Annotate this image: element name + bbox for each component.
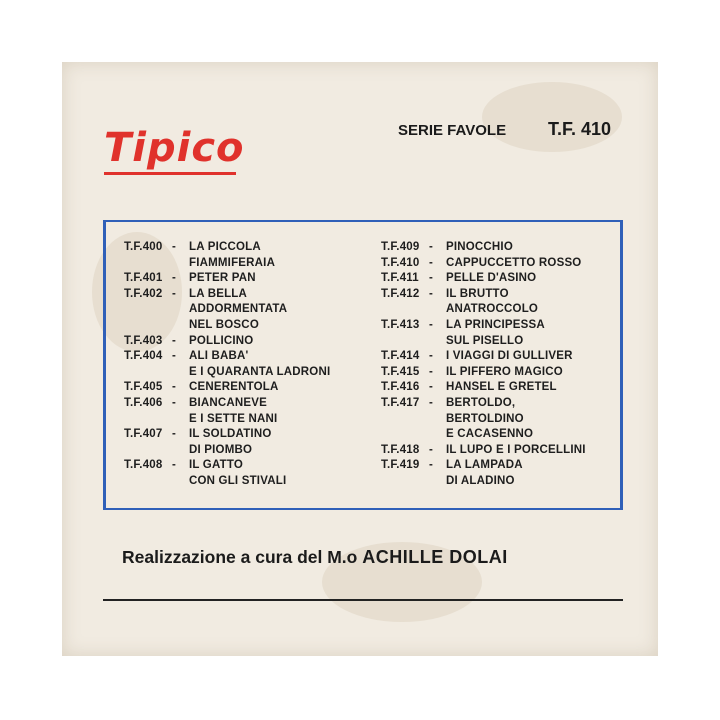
entry-title-line: IL PIFFERO MAGICO [446, 365, 563, 378]
entry-code: T.F.410 [381, 256, 420, 269]
entry-code: T.F.413 [381, 318, 420, 331]
entry-code: T.F.411 [381, 272, 419, 285]
entry-code: T.F.401 [124, 272, 163, 285]
entry-code: T.F.415 [381, 365, 420, 378]
entry-code: T.F.406 [124, 396, 163, 409]
entry-title-line: FIAMMIFERAIA [189, 256, 276, 269]
entry-code: T.F.414 [381, 350, 420, 363]
entry-title [189, 271, 256, 287]
entry-code: T.F.400 [124, 241, 163, 253]
entry-separator: - [429, 381, 434, 394]
catalog-entry [381, 365, 586, 381]
entry-title-line: ADDORMENTATA [189, 303, 288, 316]
catalog-entry [381, 443, 586, 459]
entry-title-line: ANATROCCOLO [446, 303, 539, 316]
entry-title-line: PELLE D'ASINO [446, 272, 537, 285]
entry-title-line: IL LUPO E I PORCELLINI [446, 443, 586, 456]
entry-title [446, 458, 523, 489]
brand-logo: Tipico [104, 125, 245, 171]
entry-title-line: E CACASENNO [446, 428, 534, 441]
entry-title [189, 334, 253, 350]
entry-separator: - [429, 350, 434, 363]
entry-title-line: LA LAMPADA [446, 459, 523, 472]
entry-title-line: HANSEL E GRETEL [446, 381, 557, 394]
entry-title-line: IL SOLDATINO [189, 428, 272, 441]
entry-code: T.F.409 [381, 241, 420, 253]
catalog-number: T.F. 410 [548, 119, 612, 139]
catalog-entry [124, 380, 330, 396]
entry-title-line: DI PIOMBO [189, 443, 253, 456]
entry-title-line: BERTOLDO, [446, 396, 516, 409]
entry-title-line: PINOCCHIO [446, 241, 513, 253]
entry-code: T.F.418 [381, 443, 420, 456]
entry-code: T.F.419 [381, 459, 420, 472]
catalog-entry [381, 240, 586, 256]
entry-title [189, 458, 286, 489]
entry-separator: - [429, 459, 434, 472]
entry-title [446, 256, 581, 272]
entry-title [446, 349, 573, 365]
entry-separator: - [429, 443, 434, 456]
entry-title-line: SUL PISELLO [446, 334, 524, 347]
entry-title-line: IL BRUTTO [446, 287, 509, 300]
entry-title [189, 427, 271, 458]
catalog-entry [381, 271, 586, 287]
entry-separator: - [172, 381, 177, 394]
entry-title-line: LA PRINCIPESSA [446, 318, 545, 331]
catalog-entry [124, 271, 330, 287]
catalog-entry [381, 256, 586, 272]
entry-code: T.F.412 [381, 287, 420, 300]
entry-title-line: PETER PAN [189, 272, 256, 285]
catalog-entry [381, 380, 586, 396]
entry-title [189, 396, 277, 427]
entry-separator: - [429, 287, 434, 300]
entry-title [189, 380, 279, 396]
entry-title [446, 365, 563, 381]
credit-name: ACHILLE DOLAI [362, 547, 508, 567]
series-title: SERIE FAVOLE [398, 122, 507, 139]
catalog-entry [381, 458, 586, 489]
entry-title-line: E I QUARANTA LADRONI [189, 365, 331, 378]
entry-title [446, 240, 513, 256]
logo-underline [104, 172, 236, 175]
entry-title [446, 380, 557, 396]
entry-title-line: CAPPUCCETTO ROSSO [446, 256, 582, 269]
entry-title [189, 349, 330, 380]
catalog-entry [124, 240, 330, 271]
entry-separator: - [429, 318, 434, 331]
catalog-entry [381, 349, 586, 365]
entry-separator: - [172, 287, 177, 300]
entry-separator: - [429, 272, 434, 285]
entry-title-line: LA BELLA [189, 287, 248, 300]
catalog-entry [124, 349, 330, 380]
entry-separator: - [172, 350, 177, 363]
production-credit [122, 547, 508, 568]
entry-title-line: ALI BABA' [189, 350, 249, 363]
entry-code: T.F.402 [124, 287, 163, 300]
bottom-rule [103, 599, 623, 601]
entry-title-line: E I SETTE NANI [189, 412, 278, 425]
entry-separator: - [429, 396, 434, 409]
entry-separator: - [172, 272, 177, 285]
credit-prefix: Realizzazione a cura del M.o [122, 547, 358, 567]
catalog-entry [124, 396, 330, 427]
entry-code: T.F.405 [124, 381, 163, 394]
entry-code: T.F.407 [124, 428, 163, 441]
entry-title [446, 271, 536, 287]
entry-title-line: CENERENTOLA [189, 381, 279, 394]
entry-title-line: POLLICINO [189, 334, 254, 347]
entry-code: T.F.416 [381, 381, 420, 394]
entry-separator: - [172, 396, 177, 409]
entry-title [446, 443, 586, 459]
catalog-entry [124, 334, 330, 350]
catalog-entry [381, 318, 586, 349]
entry-code: T.F.408 [124, 459, 163, 472]
entry-title-line: LA PICCOLA [189, 241, 261, 253]
entry-title-line: IL GATTO [189, 459, 243, 472]
catalog-entry [381, 396, 586, 443]
catalog-entry [124, 427, 330, 458]
entry-title [189, 287, 287, 334]
entry-separator: - [429, 256, 434, 269]
entry-title [446, 287, 538, 318]
catalog-column-left [124, 240, 330, 490]
catalog-column-right [381, 240, 586, 490]
entry-title-line: I VIAGGI DI GULLIVER [446, 350, 573, 363]
entry-title-line: DI ALADINO [446, 474, 515, 487]
catalog-entry [124, 458, 330, 489]
entry-title [446, 318, 545, 349]
entry-separator: - [172, 334, 177, 347]
entry-code: T.F.403 [124, 334, 163, 347]
entry-separator: - [172, 428, 177, 441]
entry-title-line: BIANCANEVE [189, 396, 268, 409]
entry-separator: - [172, 459, 177, 472]
entry-title-line: CON GLI STIVALI [189, 474, 287, 487]
entry-separator: - [429, 241, 434, 253]
entry-title [446, 396, 533, 443]
paper-stain [482, 82, 622, 152]
entry-separator: - [172, 241, 177, 253]
entry-code: T.F.417 [381, 396, 420, 409]
catalog-entry [381, 287, 586, 318]
entry-separator: - [429, 365, 434, 378]
entry-title-line: NEL BOSCO [189, 318, 259, 331]
entry-title-line: BERTOLDINO [446, 412, 524, 425]
entry-title [189, 240, 275, 271]
entry-code: T.F.404 [124, 350, 163, 363]
catalog-entry [124, 287, 330, 334]
